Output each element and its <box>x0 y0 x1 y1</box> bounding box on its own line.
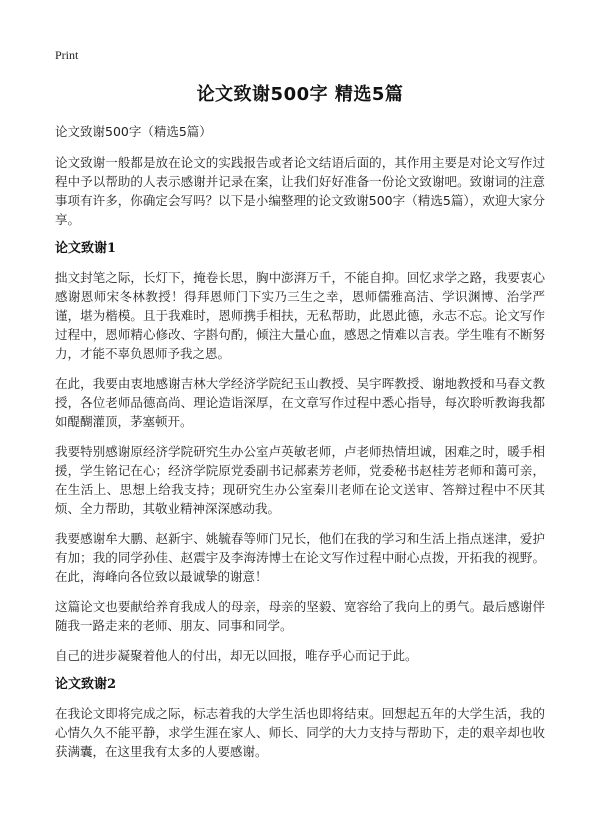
article-body <box>55 122 545 772</box>
intro-paragraph: 论文致谢一般都是放在论文的实践报告或者论文结语后面的，其作用主要是对论文写作过程中予以帮助的人表示感谢并记录在案，让我们好好准备一份论文致谢吧。致谢词的注意事项有许多，你确定会写吗？以下是小编整理的论文致谢500字（精选5篇），欢迎大家分享。 <box>55 155 545 227</box>
section-1-paragraph: 我要特别感谢原经济学院研究生办公室卢英敏老师，卢老师热情坦诚，困难之时，暖手相援，学生铭记在心；经济学院原党委副书记郝素芳老师，党委秘书赵桂芳老师和蔼可亲，在生活上、思想上给我支持；现研究生办公室秦川老师在论文送审、答辩过程中不厌其烦、全力帮助，其敬业精神深深感动我。 <box>55 444 545 516</box>
section-1-paragraph: 拙文封笔之际，长灯下，掩卷长思，胸中澎湃万千，不能自抑。回忆求学之路，我要衷心感谢恩师宋冬林教授！得拜恩师门下实乃三生之幸，恩师儒雅高洁、学识渊博、治学严谨，堪为楷模。且于我难时，恩师携手相扶，无私帮助，此恩此德，永志不忘。论文写作过程中，恩师精心修改、字斟句酌，倾注大量心血，感恩之情难以言表。学生唯有不断努力，才能不辜负恩师予我之恩。 <box>55 270 545 361</box>
section-1-paragraph: 我要感谢牟大鹏、赵新宇、姚毓春等师门兄长，他们在我的学习和生活上指点迷津，爱护有加；我的同学孙佳、赵震宇及李海涛博士在论文写作过程中耐心点拨，开拓我的视野。在此，海峰向各位致以最诚挚的谢意！ <box>55 531 545 584</box>
page-title: 论文致谢500字 精选5篇 <box>196 84 404 105</box>
section-heading-1: 论文致谢1 <box>55 241 117 256</box>
section-heading-2: 论文致谢2 <box>55 677 117 692</box>
section-2-paragraph: 在我论文即将完成之际，标志着我的大学生活也即将结束。回想起五年的大学生活，我的心情久久不能平静，求学生涯在家人、师长、同学的大力支持与帮助下，走的艰辛却也收获满囊，在这里我有太多的人要感谢。 <box>55 706 545 759</box>
article-subtitle: 论文致谢500字（精选5篇） <box>55 124 212 139</box>
print-link[interactable]: Print <box>55 48 79 62</box>
section-1-paragraph: 自己的进步凝聚着他人的付出，却无以回报，唯存乎心而记于此。 <box>55 648 418 663</box>
section-1-paragraph: 这篇论文也要献给养育我成人的母亲，母亲的坚毅、宽容给了我向上的勇气。最后感谢伴随我一路走来的老师、朋友、同事和同学。 <box>55 599 545 633</box>
section-1-paragraph: 在此，我要由衷地感谢吉林大学经济学院纪玉山教授、吴宇晖教授、谢地教授和马春文教授，各位老师品德高尚、理论造诣深厚，在文章写作过程中悉心指导，每次聆听教诲我都如醍醐灌顶，茅塞顿开。 <box>55 376 545 429</box>
